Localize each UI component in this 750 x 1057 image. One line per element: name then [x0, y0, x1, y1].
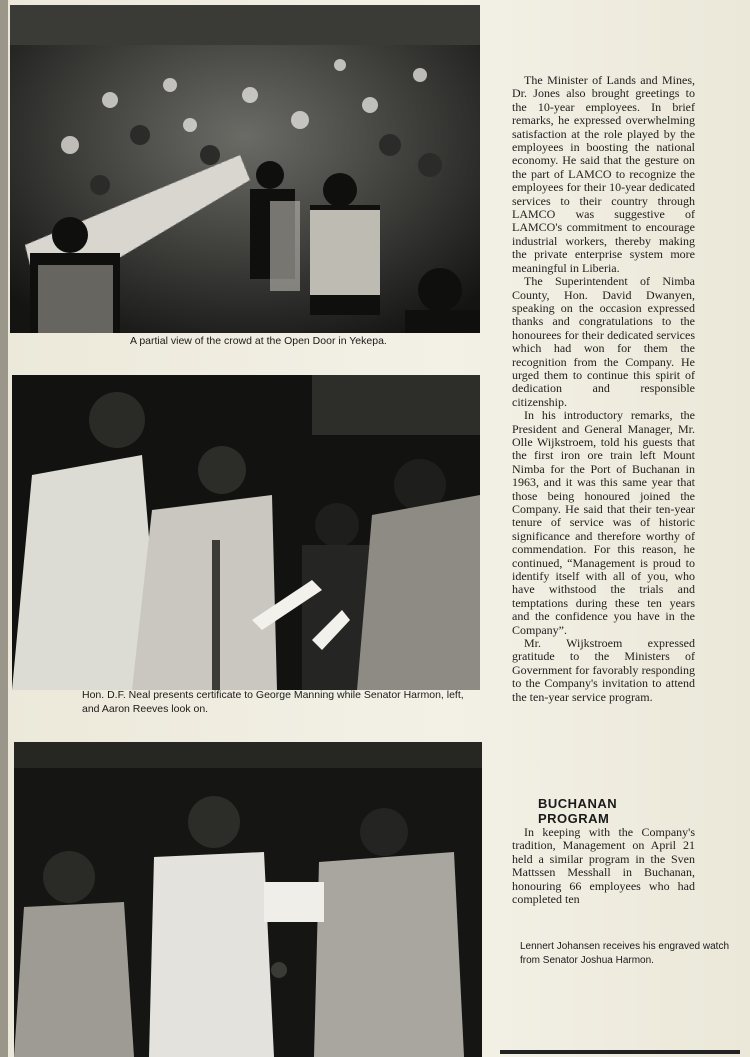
article-paragraph: The Minister of Lands and Mines, Dr. Jones also brought greetings to the 10-year employees. In brief remarks, he expressed overwhelming satisfaction at the role played by the employees in boosting the national economy. He said that the gesture on the part of LAMCO to recognize the employees for their 10-year dedicated services to their country through LAMCO was suggestive of LAMCO's commitment to encourage industrial workers, thereby making the private enterprise system more meaningful in Liberia.: [512, 73, 695, 275]
certificate-photo-image: [12, 375, 480, 690]
crowd-photo: [10, 5, 480, 333]
watch-photo-image: [14, 742, 482, 1057]
article-paragraph: Mr. Wijkstroem expressed gratitude to the Ministers of Government for favorably responding to the Company's invitation to attend the ten-year service program.: [512, 636, 695, 704]
buchanan-column: [512, 826, 695, 906]
section-heading: BUCHANAN PROGRAM: [538, 796, 618, 826]
watch-photo: [14, 742, 482, 1057]
watch-photo-caption: Lennert Johansen receives his engraved watch from Senator Joshua Harmon.: [520, 941, 730, 966]
article-paragraph: In his introductory remarks, the President and General Manager, Mr. Olle Wijkstroem, told his guests that the first iron ore train left Mount Nimba for the Port of Buchanan in 1963, and it was this same year that those being honoured joined the Company. He said that their ten-year tenure of service was of historic significance and therefore worthy of commendation. For this reason, he continued, “Management is proud to identify itself with all of you, who have withstood the trials and temptations during these ten years and the confidence you have in the Company”.: [512, 408, 695, 637]
certificate-photo: [12, 375, 480, 690]
crowd-photo-image: [10, 5, 480, 333]
certificate-photo-caption: Hon. D.F. Neal presents certificate to George Manning while Senator Harmon, left, and Aaron Reeves look on.: [82, 689, 464, 715]
article-paragraph: In keeping with the Company's tradition, Management on April 21 held a similar program in the Sven Mattssen Messhall in Buchanan, honouring 66 employees who had completed ten: [512, 825, 695, 907]
article-column: [512, 74, 695, 704]
page-spine: [0, 0, 8, 1057]
bottom-rule: [500, 1050, 740, 1054]
article-paragraph: The Superintendent of Nimba County, Hon. David Dwanyen, speaking on the occasion expressed thanks and congratulations to the honourees for their dedicated services which had won for them the recognition from the Company. He urged them to continue this spirit of dedication and responsible citizenship.: [512, 274, 695, 409]
crowd-photo-caption: A partial view of the crowd at the Open Door in Yekepa.: [130, 335, 387, 347]
